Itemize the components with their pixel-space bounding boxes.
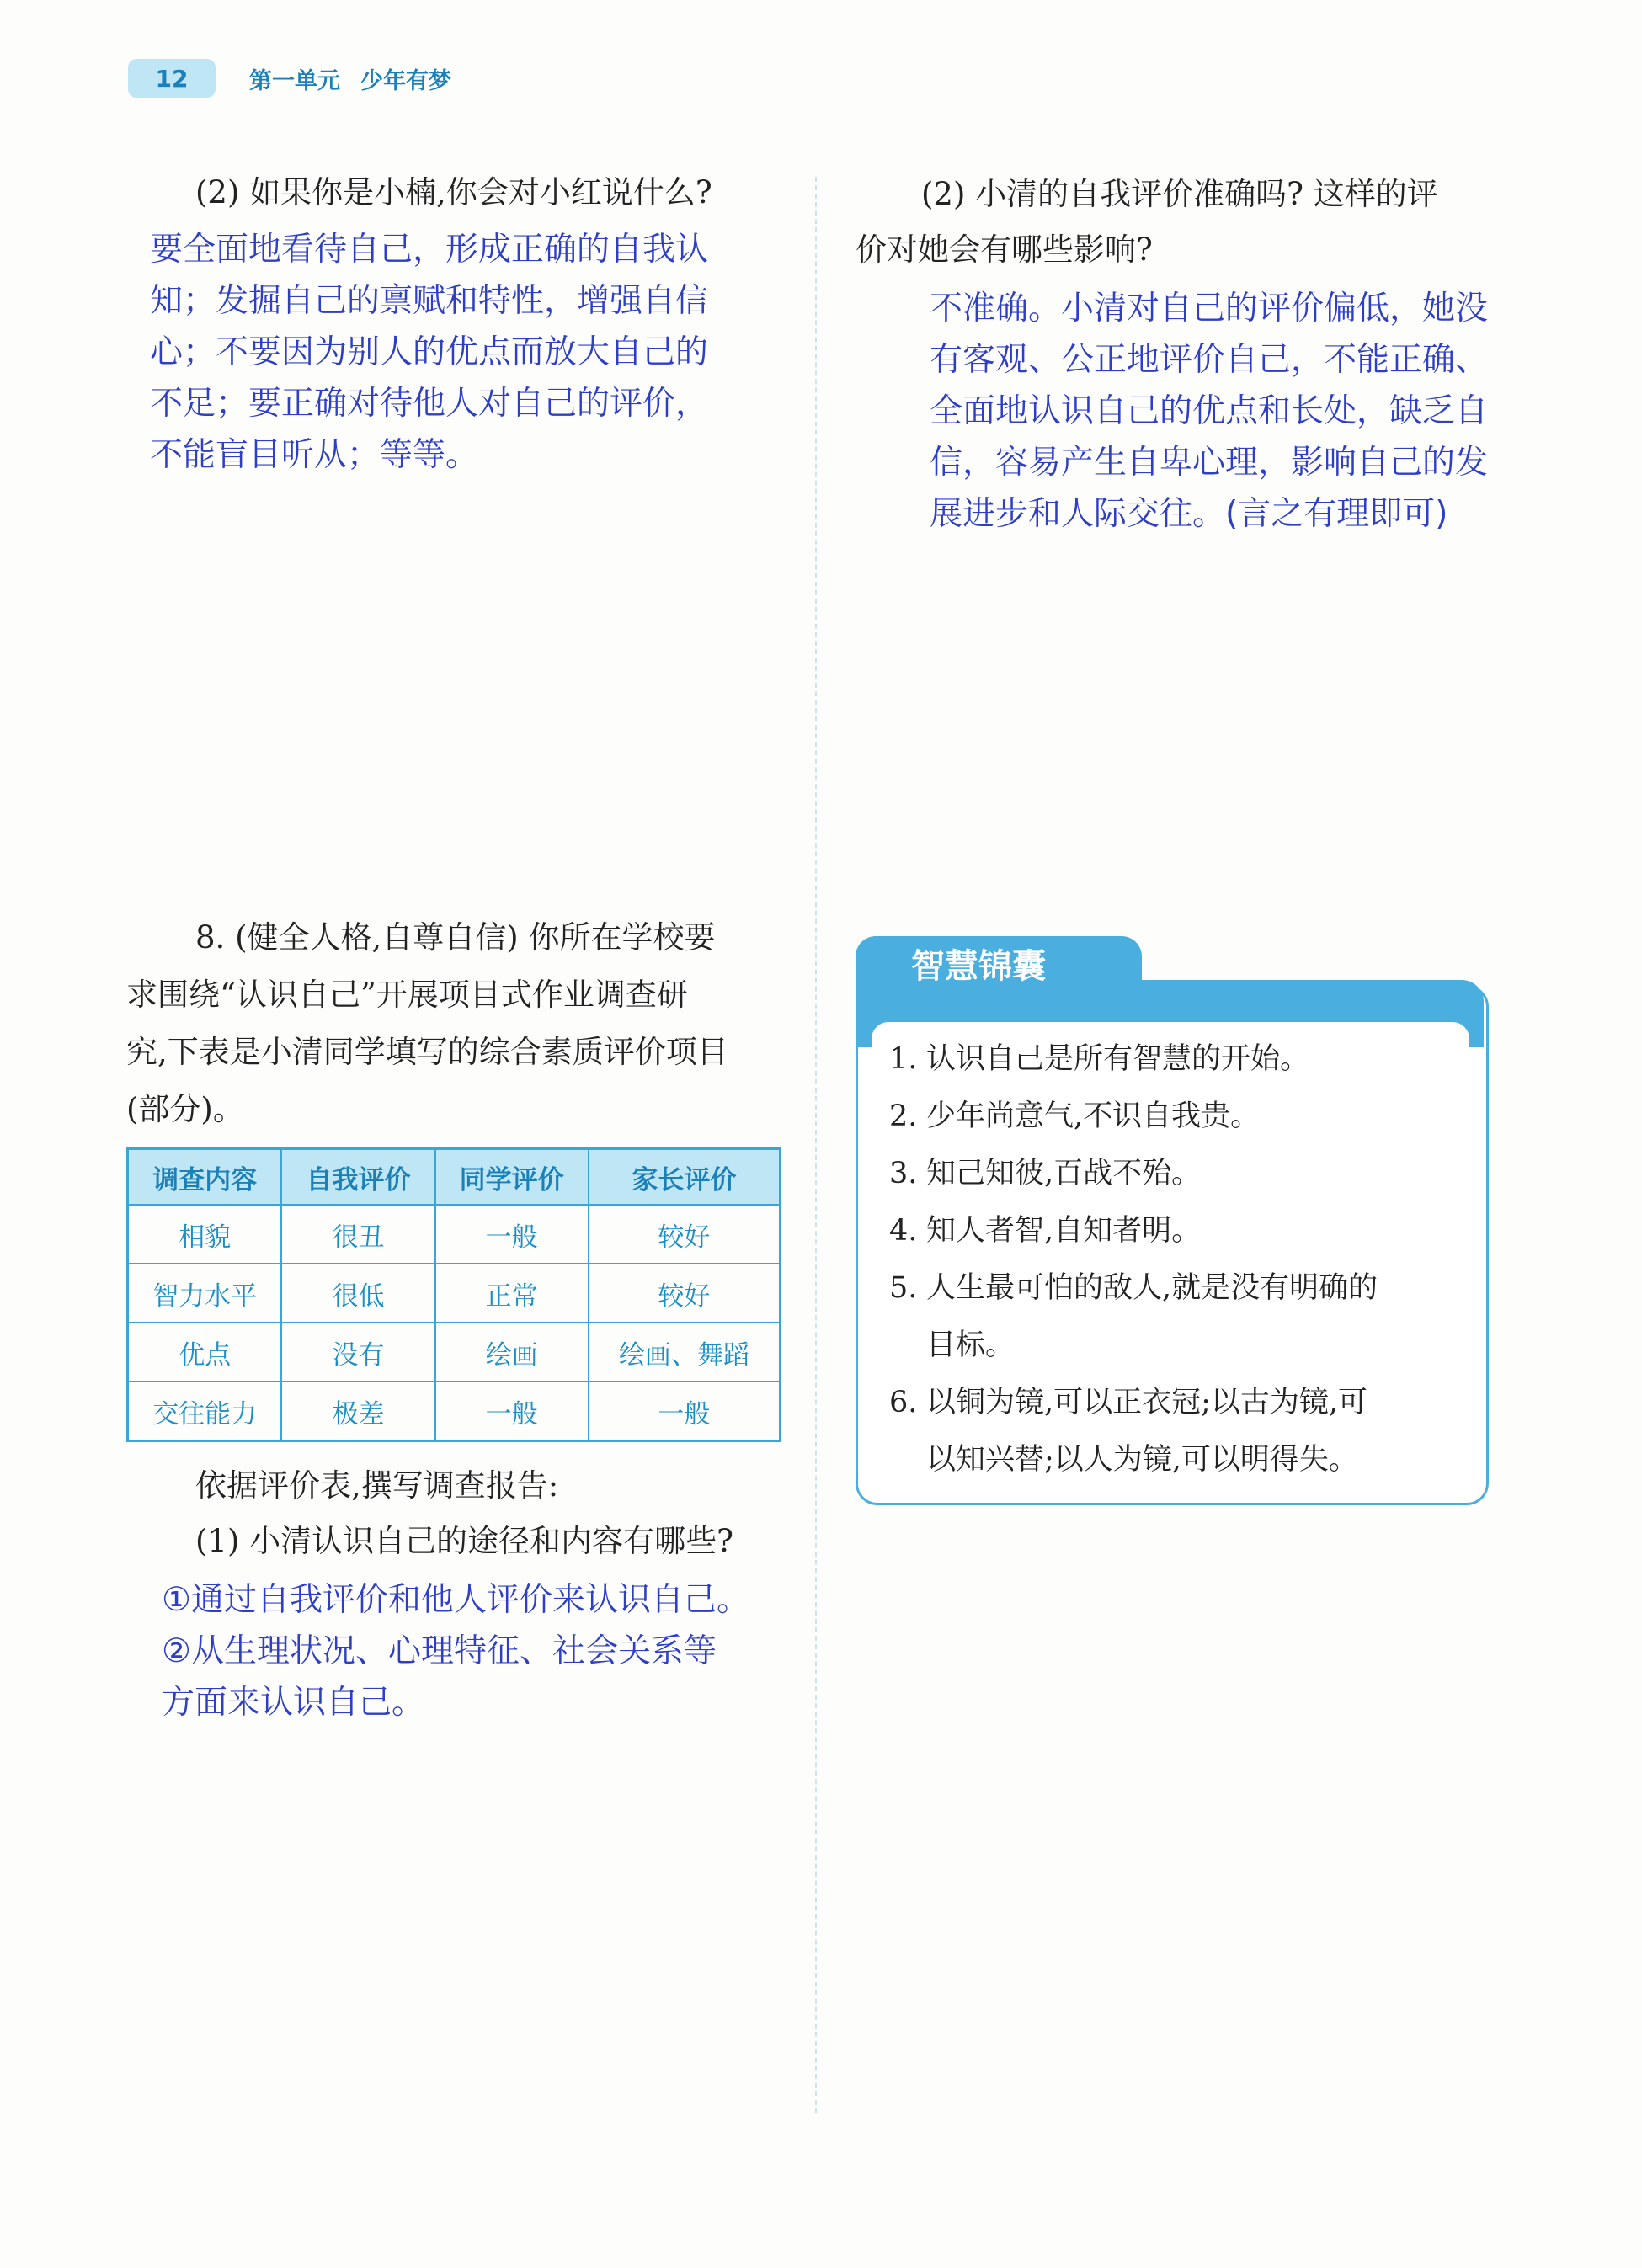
table-row	[128, 1323, 781, 1382]
table-cell: 优点	[128, 1323, 282, 1382]
table-cell: 正常	[435, 1264, 589, 1323]
list-item	[889, 1374, 1470, 1488]
table-cell: 交往能力	[128, 1382, 282, 1441]
table-row	[128, 1205, 781, 1264]
intro-line: (部分)。	[126, 1091, 244, 1127]
table-header-row	[128, 1149, 781, 1206]
table-cell: 智力水平	[128, 1264, 282, 1323]
table-cell: 很丑	[281, 1205, 434, 1264]
answer-line: 方面来认识自己。	[162, 1684, 425, 1722]
left-answer-2	[150, 224, 708, 481]
answer-line: 要全面地看待自己，形成正确的自我认	[150, 231, 709, 269]
answer-line: 展进步和人际交往。(言之有理即可)	[930, 495, 1448, 533]
answer-line: 不足；要正确对待他人对自己的评价，	[150, 385, 709, 423]
item-line: 人生最可怕的敌人,就是没有明确的	[926, 1271, 1378, 1305]
table-row	[128, 1264, 781, 1323]
table-cell: 绘画、舞蹈	[589, 1323, 781, 1382]
item-line: 目标。	[926, 1328, 1016, 1362]
table-cell: 较好	[589, 1264, 781, 1323]
answer-line: ②从生理状况、心理特征、社会关系等	[162, 1632, 717, 1670]
right-question-2-line2: 价对她会有哪些影响?	[856, 232, 1153, 268]
table-cell: 较好	[589, 1205, 781, 1264]
item-number: 2.	[889, 1099, 918, 1133]
right-question-2-line1: (2) 小清的自我评价准确吗? 这样的评	[921, 176, 1438, 212]
table-cell: 没有	[281, 1323, 434, 1382]
answer-line: 心；不要因为别人的优点而放大自己的	[150, 333, 709, 371]
column-header: 同学评价	[435, 1149, 589, 1206]
unit-label: 第一单元	[249, 67, 340, 94]
right-answer-2	[930, 283, 1488, 540]
table-cell: 相貌	[128, 1205, 282, 1264]
intro-line: 8. (健全人格,自尊自信) 你所在学校要	[195, 919, 716, 956]
item-number: 5.	[889, 1271, 918, 1305]
answer-line: 不能盲目听从；等等。	[150, 436, 479, 474]
intro-line: 究,下表是小清同学填写的综合素质评价项目	[126, 1034, 728, 1070]
column-header: 调查内容	[128, 1149, 282, 1206]
answer-line: 全面地认识自己的优点和长处，缺乏自	[930, 392, 1489, 430]
intro-line: 求围绕“认识自己”开展项目式作业调查研	[126, 977, 688, 1013]
list-item	[889, 1145, 1470, 1202]
item-number: 4.	[889, 1214, 918, 1248]
left-question-2: (2) 如果你是小楠,你会对小红说什么?	[195, 174, 712, 210]
list-item	[889, 1088, 1470, 1145]
table-cell: 极差	[281, 1382, 434, 1441]
column-header: 自我评价	[281, 1149, 434, 1206]
answer-line: 不准确。小清对自己的评价偏低，她没	[930, 290, 1489, 327]
question-8-intro	[126, 909, 728, 1138]
page-number: 12	[128, 59, 216, 98]
list-item	[889, 1202, 1470, 1259]
item-line: 少年尚意气,不识自我贵。	[926, 1099, 1261, 1133]
table-cell: 一般	[435, 1205, 589, 1264]
column-divider	[815, 177, 817, 2113]
item-number: 3.	[889, 1157, 918, 1190]
evaluation-table	[126, 1147, 781, 1442]
list-item	[889, 1030, 1470, 1088]
item-line: 认识自己是所有智慧的开始。	[926, 1042, 1310, 1076]
table-row	[128, 1382, 781, 1441]
column-header: 家长评价	[589, 1149, 781, 1206]
answer-line: 有客观、公正地评价自己，不能正确、	[930, 341, 1489, 379]
item-number: 1.	[889, 1042, 918, 1076]
question-8-answer-1	[162, 1574, 749, 1728]
item-line: 知己知彼,百战不殆。	[926, 1157, 1202, 1190]
page-header	[128, 59, 451, 98]
question-8-sub-1: (1) 小清认识自己的途径和内容有哪些?	[195, 1523, 734, 1559]
unit-title: 少年有梦	[360, 67, 451, 94]
item-line: 以铜为镜,可以正衣冠;以古为镜,可	[926, 1386, 1368, 1419]
answer-line: 信，容易产生自卑心理，影响自己的发	[930, 444, 1489, 482]
item-number: 6.	[889, 1386, 918, 1419]
list-item	[889, 1259, 1470, 1374]
wisdom-title: 智慧锦囊	[911, 947, 1046, 986]
report-instruction: 依据评价表,撰写调查报告:	[195, 1467, 559, 1504]
answer-line: ①通过自我评价和他人评价来认识自己。	[162, 1581, 749, 1619]
table-cell: 很低	[281, 1264, 434, 1323]
wisdom-list	[889, 1030, 1470, 1488]
item-line: 以知兴替;以人为镜,可以明得失。	[926, 1443, 1358, 1477]
table-cell: 一般	[435, 1382, 589, 1441]
table-cell: 一般	[589, 1382, 781, 1441]
answer-line: 知；发掘自己的禀赋和特性，增强自信	[150, 282, 709, 320]
table-cell: 绘画	[435, 1323, 589, 1382]
item-line: 知人者智,自知者明。	[926, 1214, 1202, 1248]
